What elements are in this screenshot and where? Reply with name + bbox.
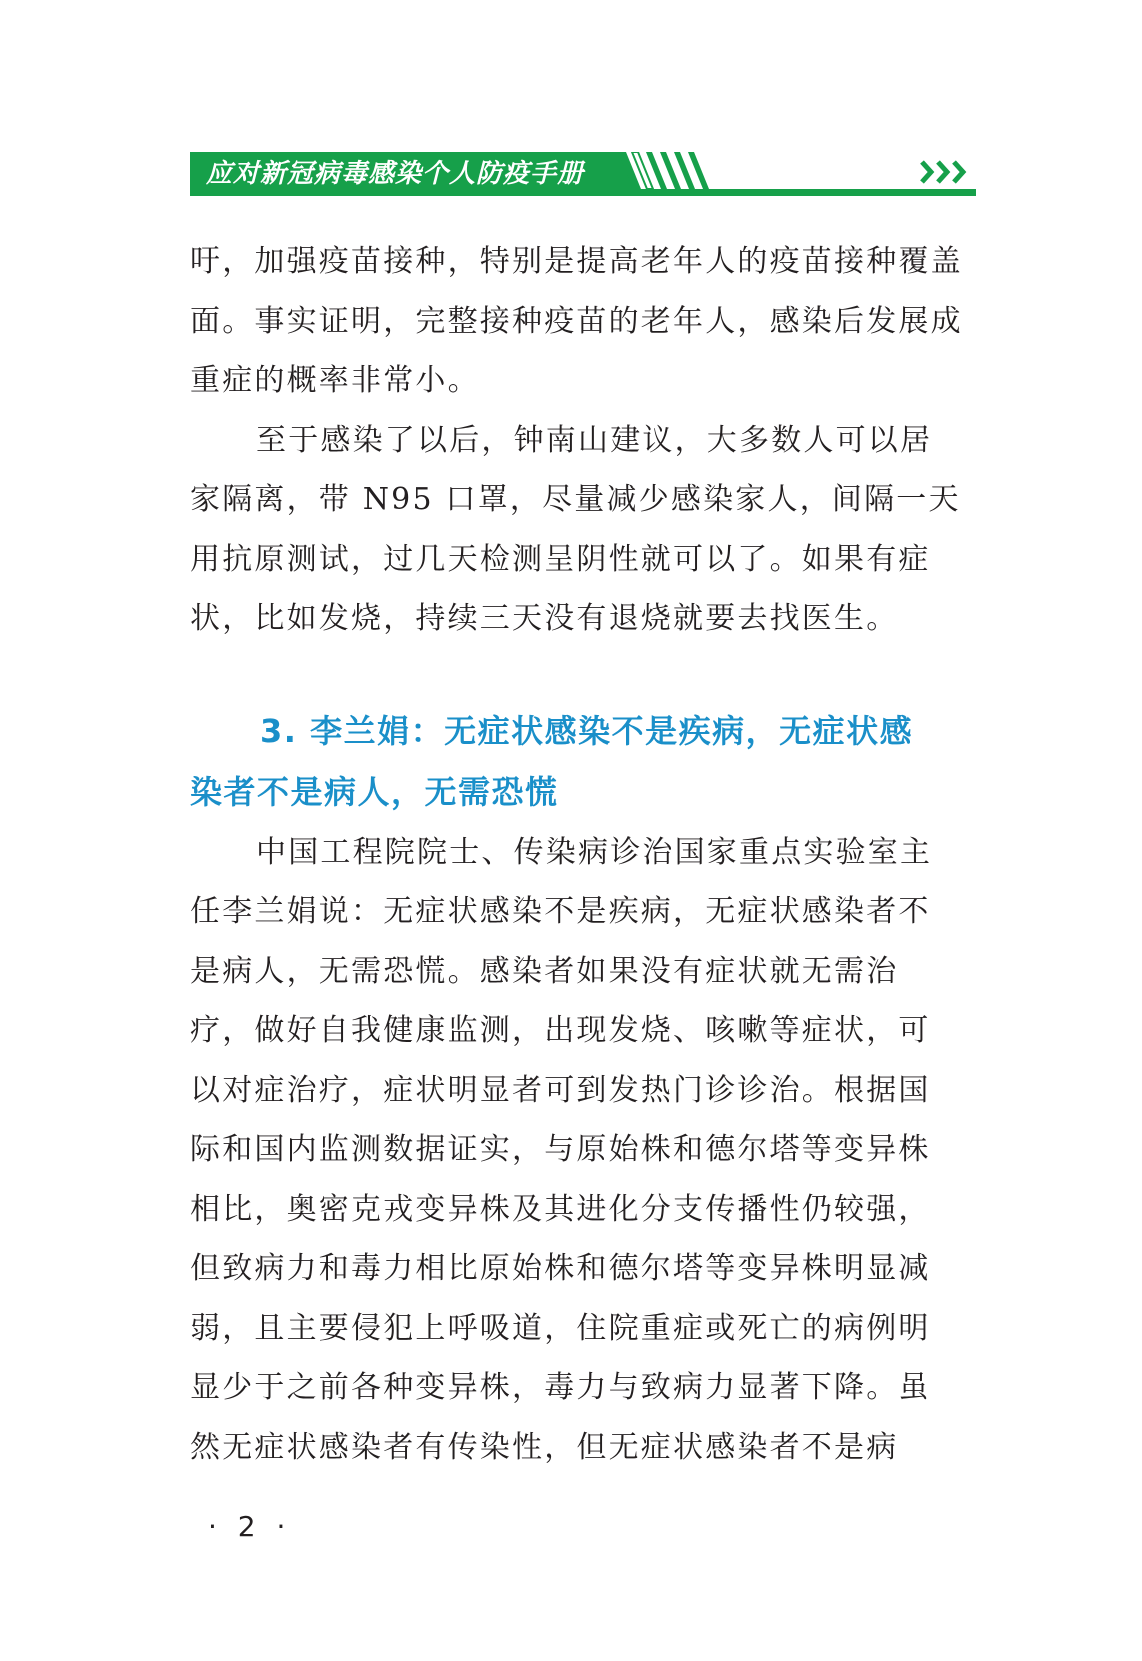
section-heading (190, 701, 976, 823)
section-spacer (190, 649, 976, 701)
paragraph-line: 际和国内监测数据证实，与原始株和德尔塔等变异株 (190, 1132, 931, 1167)
paragraph-line: 任李兰娟说：无症状感染不是疾病，无症状感染者不 (190, 894, 931, 929)
paragraph-3 (190, 823, 976, 1478)
paragraph-line: 至于感染了以后，钟南山建议，大多数人可以居 (256, 422, 933, 458)
paragraph-line: 重症的概率非常小。 (190, 363, 480, 398)
paragraph-line: 疗，做好自我健康监测，出现发烧、咳嗽等症状，可 (190, 1013, 931, 1048)
paragraph-2 (190, 411, 976, 649)
paragraph-line: 以对症治疗，症状明显者可到发热门诊诊治。根据国 (190, 1072, 931, 1108)
page-number: · 2 · (208, 1510, 292, 1543)
triple-chevron-right-icon (920, 158, 972, 186)
paragraph-1 (190, 232, 976, 411)
paragraph-line: 面。事实证明，完整接种疫苗的老年人，感染后发展成 (190, 303, 963, 339)
paragraph-line: 弱，且主要侵犯上呼吸道，住院重症或死亡的病例明 (190, 1310, 931, 1346)
running-header (190, 152, 976, 196)
page-content (190, 232, 976, 1477)
paragraph-line: 相比，奥密克戎变异株及其进化分支传播性仍较强， (190, 1191, 931, 1227)
paragraph-line: 然无症状感染者有传染性，但无症状感染者不是病 (190, 1429, 899, 1465)
paragraph-line: 状，比如发烧，持续三天没有退烧就要去找医生。 (190, 601, 899, 636)
header-title: 应对新冠病毒感染个人防疫手册 (206, 159, 585, 189)
paragraph-line: 是病人，无需恐慌。感染者如果没有症状就无需治 (190, 953, 899, 989)
section-heading-line: 染者不是病人，无需恐慌 (190, 772, 559, 811)
paragraph-line: 家隔离，带 N95 口罩，尽量减少感染家人，间隔一天 (190, 482, 961, 517)
paragraph-line: 吁，加强疫苗接种，特别是提高老年人的疫苗接种覆盖 (190, 244, 963, 279)
paragraph-line: 显少于之前各种变异株，毒力与致病力显著下降。虽 (190, 1370, 931, 1405)
section-heading-line: 3. 李兰娟：无症状感染不是疾病，无症状感 (260, 711, 914, 750)
paragraph-line: 但致病力和毒力相比原始株和德尔塔等变异株明显减 (190, 1251, 931, 1286)
paragraph-line: 用抗原测试，过几天检测呈阴性就可以了。如果有症 (190, 541, 931, 577)
paragraph-line: 中国工程院院士、传染病诊治国家重点实验室主 (256, 834, 933, 870)
